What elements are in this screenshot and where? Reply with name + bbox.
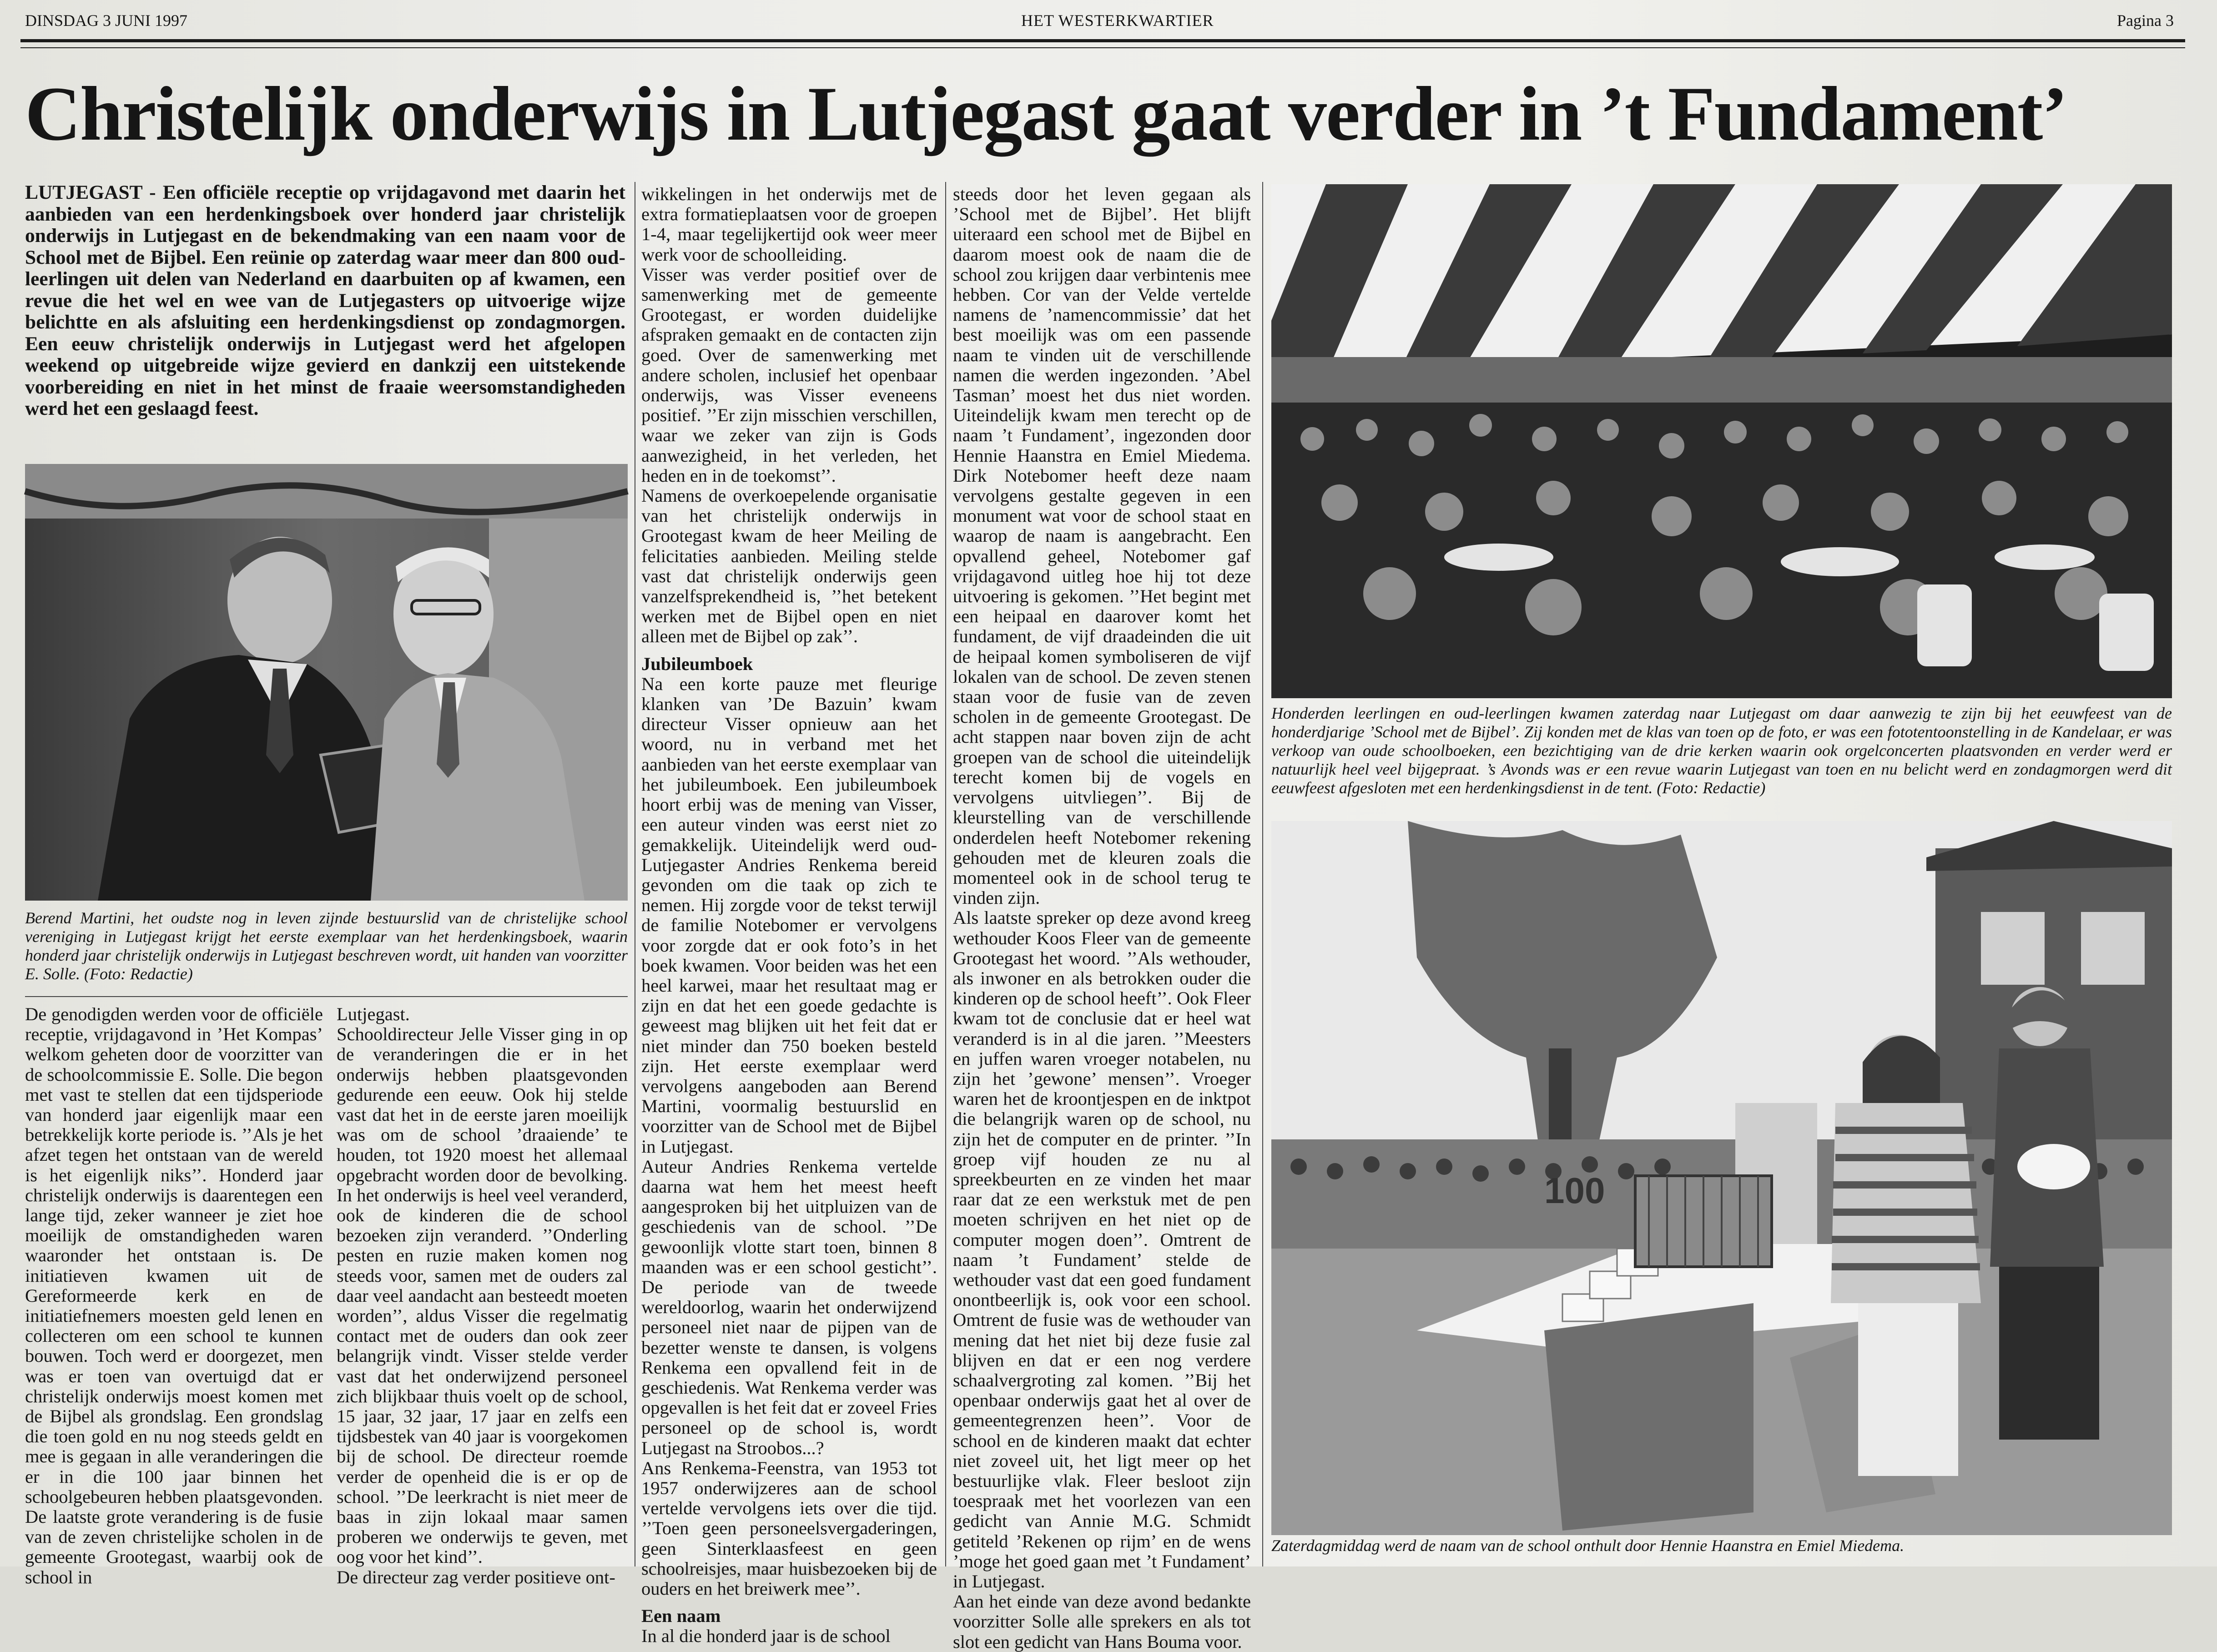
photo-monument-unveiling-image: [1271, 821, 2172, 1535]
article-paragraph: Na een korte pauze met fleurige klanken van ’De Bazuin’ kwam directeur Visser opnieuw aan het woord, nu in verband met het aanbieden van het eerste exemplaar van het jubileumboek. Een jubileumboek hoort erbij was de mening van Visser, een auteur vinden was eerst niet zo gemakkelijk. Uiteindelijk werd oud-Lutjegaster Andries Renkema bereid gevonden om die taak op zich te nemen. Hij zorgde voor de tekst terwijl de familie Notebomer er vervolgens voor zorgde dat er ook foto’s in het boek kwamen. Voor beiden was het een heel karwei, maar het resultaat mag er zijn en dat het een goede gedachte is geweest mag blijken uit het feit dat er niet minder dan 750 boeken besteld zijn. Het eerste exemplaar werd vervolgens aangeboden aan Berend Martini, voormalig bestuurslid en voorzitter van de School met de Bijbel in Lutjegast.: [641, 673, 937, 1157]
masthead: [25, 11, 2174, 36]
masthead-page-number: Pagina 3: [2117, 11, 2174, 30]
masthead-rule-thin: [20, 47, 2185, 48]
article-paragraph: Namens de overkoepelende organisatie van het christelijk onderwijs in Grootegast kwam de heer Meiling de felicitaties aanbieden. Meiling stelde vast dat christelijk onderwijs geen vanzelfsprekendheid is, ’’het betekent werken met de Bijbel open en niet alleen met de Bijbel op zak’’.: [641, 485, 937, 647]
article-column-2: [337, 1004, 628, 1587]
caption-photo-book-presentation: Berend Martini, het oudste nog in leven zijnde bestuurslid van de christelijke school vereniging in Lutjegast krijgt het eerste exemplaar van het herdenkingsboek, waarin honderd jaar christelijk onderwijs in Lutjegast beschreven wordt, uit handen van voorzitter E. Solle. (Foto: Redactie): [25, 909, 628, 983]
photo-book-presentation: [25, 464, 628, 901]
column-divider: [945, 182, 946, 1566]
article-paragraph: De directeur zag verder positieve ont-: [337, 1566, 615, 1587]
monument-sign-text: 100: [1544, 1170, 1605, 1211]
masthead-rule-thick: [20, 39, 2185, 42]
article-paragraph: Schooldirecteur Jelle Visser ging in op de veranderingen die er in het onderwijs hebben plaatsgevonden gedurende een eeuw. Ook hij stelde vast dat het in de eerste jaren moeilijk was om de school ’draaiende’ te houden, tot 1920 moest het allemaal opgebracht worden door de bevolking. In het onderwijs is heel veel veranderd, ook de kinderen die de school bezoeken zijn veranderd. ’’Onderling pesten en ruzie maken komen nog steeds voor, samen met de ouders zal daar veel aandacht aan besteedt moeten worden’’, aldus Visser die regelmatig contact met de ouders dan ook zeer belangrijk vindt. Visser stelde verder vast dat het onderwijzend personeel zich blijkbaar thuis voelt op de school, 15 jaar, 32 jaar, 17 jaar en zelfs een tijdsbestek van 40 jaar is voorgekomen bij de school. De directeur roemde verder de openheid die is er op de school. ’’De leerkracht is niet meer de baas in zijn lokaal maar samen proberen we onderwijs te geven, met oog voor het kind’’.: [337, 1024, 628, 1567]
masthead-paper-name: HET WESTERKWARTIER: [1021, 11, 1214, 30]
headline: Christelijk onderwijs in Lutjegast gaat verder in ’t Fundament’: [25, 71, 2067, 156]
article-paragraph: steeds door het leven gegaan als ’School met de Bijbel’. Het blijft uiteraard een school met de Bijbel en daarom moest ook de naam die de school zou krijgen daar verbintenis mee hebben. Cor van der Velde vertelde namens de ’namencommissie’ dat het best moeilijk was om een passende naam te vinden uit de verschillende namen die werden ingezonden. ’Abel Tasman’ moest het dus niet worden. Uiteindelijk kwam men terecht op de naam ’t Fundament’, ingezonden door Hennie Haanstra en Emiel Miedema. Dirk Notebomer heeft deze naam vervolgens gestalte gegeven in een monument wat voor de school staat en waarop de naam is aangebracht. Een opvallend geheel, Notebomer gaf vrijdagavond uitleg hoe hij tot deze uitvoering is gekomen. ’’Het begint met een heipaal en daarover komt het fundament, de vijf draadeinden die uit de heipaal komen symboliseren de vijf lokalen van de school. De zeven stenen staan voor de fusie van de zeven scholen in de gemeente Grootegast. De acht stappen naar boven zijn de acht groepen van de school die uiteindelijk terecht komen bij de vogels en vervolgens uitvliegen’’. Bij de kleurstelling van de verschillende onderdelen heeft Notebomer rekening gehouden met de kleuren zoals die momenteel ook in de school terug te vinden zijn.: [953, 184, 1251, 908]
dateline: LUTJEGAST -: [25, 181, 156, 203]
article-paragraph: Auteur Andries Renkema vertelde daarna wat hem het meest heeft aangesproken bij het uitpluizen van de geschiedenis van de school. ’’De gewoonlijk vlotte start toen, binnen 8 maanden was er een school gesticht’’. De periode van de tweede wereldoorlog, waarin het onderwijzend personeel niet naar de pijpen van de bezetter wenste te dansen, is volgens Renkema een opvallend feit in de geschiedenis. Wat Renkema verder was opgevallen is het feit dat er zoveel Fries personeel op de school is, wordt Lutjegast na Stroobos...?: [641, 1156, 937, 1458]
lead-paragraph: [25, 182, 625, 420]
article-paragraph: Visser was verder positief over de samenwerking met de gemeente Grootegast, er worden duidelijke afspraken gemaakt en de contacten zijn goed. Over de samenwerking met andere scholen, inclusief het openbaar onderwijs, was Visser eveneens positief. ’’Er zijn misschien verschillen, waar we zeker van zijn is Gods aanwezigheid, in het verleden, het heden en in de toekomst’’.: [641, 264, 937, 486]
article-column-1: [25, 1004, 323, 1587]
lead-text: Een officiële receptie op vrijdagavond met daarin het aanbieden van een herdenkingsboek over honderd jaar christelijk onderwijs in Lutjegast en de bekendmaking van een naam voor de School met de Bijbel. Een reünie op zaterdag waar meer dan 800 oud-leerlingen uit delen van Nederland en daarbuiten op af kwamen, een revue die het wel en wee van de Lutjegasters op uitvoerige wijze belichtte en als afsluiting een herdenkingsdienst op zondagmorgen. Een eeuw christelijk onderwijs in Lutjegast werd het afgelopen weekend op uitgebreide wijze gevierd en dankzij een uitstekende voorbereiding en niet in het minst de fraaie weersomstandigheden werd het een geslaagd feest.: [25, 181, 626, 419]
article-paragraph: wikkelingen in het onderwijs met de extra formatieplaatsen voor de groepen 1-4, maar tegelijkertijd ook weer meer werk voor de schoolleiding.: [641, 184, 937, 265]
article-column-4: [953, 184, 1251, 1652]
photo-tent-reunion: [1271, 184, 2172, 698]
column-divider: [1262, 182, 1263, 1566]
photo-book-presentation-image: [25, 464, 628, 901]
photo-tent-reunion-image: [1271, 184, 2172, 698]
caption-photo-tent-reunion: Honderden leerlingen en oud-leerlingen kwamen zaterdag naar Lutjegast om daar aanwezig te zijn bij het eeuwfeest van de honderdjarige ’School met de Bijbel’. Zij konden met de klas van toen op de foto, er was een fototentoonstelling in de Kandelaar, er was verkoop van oude schoolboeken, een bezichtiging van de drie kerken waarin ook orgelconcerten plaatsvonden en verder werd er natuurlijk heel veel bijgepraat. ’s Avonds was er een revue waarin Lutjegast van toen en nu belicht werd en zondagmorgen werd dit eeuwfeest afgesloten met een herdenkingsdienst in de tent. (Foto: Redactie): [1271, 704, 2172, 797]
photo-monument-unveiling: [1271, 821, 2172, 1535]
section-divider: [25, 996, 628, 997]
masthead-date: DINSDAG 3 JUNI 1997: [25, 11, 187, 30]
article-paragraph: Als laatste spreker op deze avond kreeg wethouder Koos Fleer van de gemeente Grootegast het woord. ’’Als wethouder, als inwoner en als betrokken ouder die kinderen op de school heeft’’. Ook Fleer kwam tot de conclusie dat er heel wat veranderd is in al die jaren. ’’Meesters en juffen waren vroeger notabelen, nu zijn het ’gewone’ mensen’’. Vroeger waren het de kroontjespen en de inktpot die belangrijk waren op de school, nu zijn het de computer en de printer. ’’In groep vijf houden ze nu al spreekbeurten en ze vinden het maar raar dat ze een werkstuk met de pen moeten schrijven en het niet op de computer mogen doen’’. Omtrent de naam ’t Fundament’ stelde de wethouder vast dat een goed fundament onontbeerlijk is, ook voor een school. Omtrent de fusie was de wethouder van mening dat het niet bij deze fusie zal blijven en dat er een nog verdere schaalvergroting zal komen. ’’Bij het openbaar onderwijs gaat het al over de gemeentegrenzen heen’’. Voor de school en de kinderen maakt dat echter niet zoveel uit, het ligt meer op het bestuurlijke vlak. Fleer besloot zijn toespraak met het voorlezen van een gedicht van Annie M.G. Schmidt getiteld ’Rekenen op rijm’ en de wens ’moge het goed gaan met ’t Fundament’ in Lutjegast.: [953, 907, 1251, 1592]
article-column-3: [641, 184, 937, 1647]
article-paragraph: Ans Renkema-Feenstra, van 1953 tot 1957 onderwijzeres aan de school vertelde vervolgens iets over die tijd. ’’Toen geen personeelsvergaderingen, geen Sinterklaasfeest en geen schoolreisjes, maar huisbezoeken bij de ouders en het breiwerk mee’’.: [641, 1457, 937, 1599]
article-paragraph: De genodigden werden voor de officiële receptie, vrijdagavond in ’Het Kompas’ welkom geheten door de voorzitter van de schoolcommissie E. Solle. Die begon met vast te stellen dat een tijdsperiode van honderd jaar eigenlijk maar een betrekkelijk korte periode is. ’’Als je het afzet tegen het ontstaan van de wereld is het eigenlijk niks’’. Honderd jaar christelijk onderwijs is daarentegen een lange tijd, zeker wanneer je ziet hoe moeilijk de omstandigheden waren waaronder het ontstaan is. De initiatieven kwamen uit de Gereformeerde kerk en de initiatiefnemers moesten geld lenen en collecteren om een school te kunnen bouwen. Toch werd er doorgezet, men was er toen van overtuigd dat er christelijk onderwijs moest komen met de Bijbel als grondslag. Een grondslag die toen gold en nu nog steeds geldt en mee is gegaan in alle veranderingen die er in die 100 jaar binnen het schoolgebeuren hebben plaatsgevonden. De laatste grote verandering is de fusie van de zeven christelijke scholen in de gemeente Grootegast, waarbij ook de school in: [25, 1004, 323, 1587]
article-paragraph: Lutjegast.: [337, 1004, 410, 1024]
caption-photo-monument-unveiling: Zaterdagmiddag werd de naam van de school onthult door Hennie Haanstra en Emiel Miedema.: [1271, 1536, 1905, 1555]
subheading-een-naam: Een naam: [641, 1606, 721, 1627]
article-paragraph: Aan het einde van deze avond bedankte voorzitter Solle alle sprekers en als tot slot een gedicht van Hans Bouma voor.: [953, 1591, 1251, 1652]
subheading-jubileumboek: Jubileumboek: [641, 653, 753, 674]
article-paragraph: In al die honderd jaar is de school: [641, 1626, 891, 1647]
